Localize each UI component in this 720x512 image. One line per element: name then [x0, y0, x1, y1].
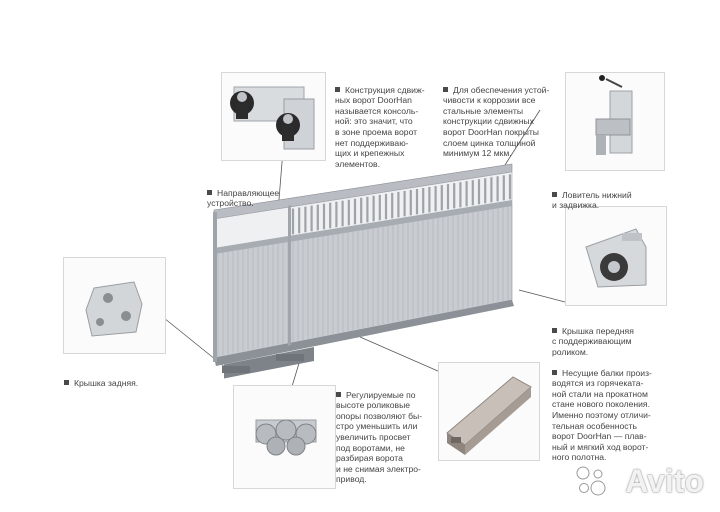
roller-support-image — [234, 386, 335, 488]
bullet-icon — [207, 190, 212, 195]
detail-box-catcher — [565, 72, 665, 171]
caption-beam: Несущие балки произ- водятся из горячеката- ной стали на прокатном стане нового поколения. Именно поэтому отличи- тельная особенность ворот DoorHan — плав- ный и мягкий ход ворот- ного полотна. — [552, 367, 652, 463]
avito-logo-icon — [574, 464, 608, 498]
detail-box-rear-cap — [63, 257, 166, 354]
catcher-image — [566, 73, 664, 170]
caption-rear-cap: Крышка задняя. — [64, 367, 164, 388]
detail-box-console — [221, 72, 326, 161]
rear-cap-image — [64, 258, 165, 353]
bullet-icon — [64, 380, 69, 385]
caption-roller: Регулируемые по высоте роликовые опоры позволяют бы- стро уменьшить или увеличить просвет под воротами, не разбирая ворота и не снимая электро- привод. — [336, 389, 423, 485]
detail-box-front-cap — [565, 206, 667, 306]
bullet-icon — [443, 87, 448, 92]
bullet-icon — [552, 370, 557, 375]
caption-front-cap: Крышка передняя с поддерживающим роликом. — [552, 325, 634, 357]
front-cap-image — [566, 207, 666, 305]
bullet-icon — [336, 392, 341, 397]
caption-catcher: Ловитель нижний и задвижка. — [552, 189, 632, 211]
detail-box-beam — [438, 362, 540, 461]
caption-console: Конструкция сдвиж- ных ворот DoorHan называется консоль- ной: это значит, что в зоне проема ворот нет поддерживаю- щих и крепежных элементов. — [335, 84, 425, 169]
caption-corrosion: Для обеспечения устой- чивости к коррозии все стальные элементы конструкции сдвижных ворот DoorHan покрыты слоем цинка толщиной минимум 12 мкм. — [443, 84, 550, 159]
avito-watermark: Avito — [625, 463, 704, 499]
beam-image — [439, 363, 539, 460]
bullet-icon — [552, 192, 557, 197]
detail-box-roller — [233, 385, 336, 489]
bullet-icon — [552, 328, 557, 333]
caption-guide: Направляющее устройство. — [207, 187, 280, 209]
bullet-icon — [335, 87, 340, 92]
guide-rollers-image — [222, 73, 325, 160]
